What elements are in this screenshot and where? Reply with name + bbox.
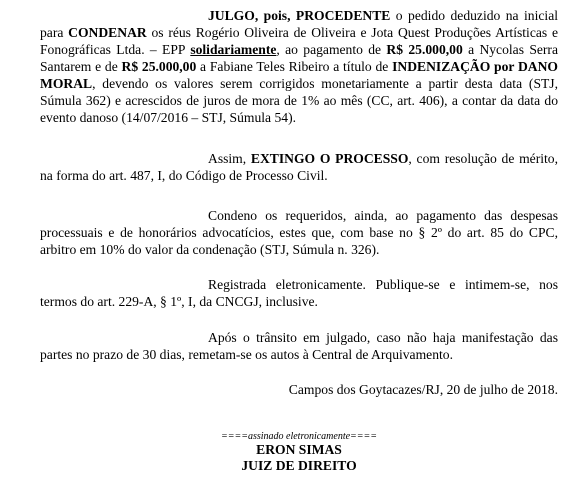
paragraph-costs: Condeno os requeridos, ainda, ao pagamento das despesas processuais e de honorários advocatícios, estes que, com base no § 2º do art. 85 do CPC, arbitro em 10% do valor da condenação (STJ, Súmula n. 326). [40,208,558,257]
paragraph-archiving: Após o trânsito em julgado, caso não haja manifestação das partes no prazo de 30 dias, remetam-se os autos à Central de Arquivamento. [40,330,558,362]
text-span: Assim, [208,151,251,166]
text-span: , devendo os valores serem corrigidos monetariamente a partir desta data (STJ, Súmula 362) e acrescidos de juros de mora de 1% ao mês (CC, art. 406), a contar da data do evento danoso (14/07/2016 – STJ, Súmula 54). [40,76,558,125]
text-span: , com resolução de mérito, na forma do art. 487, I, do Código de Processo Civil. [40,151,558,183]
judge-role: JUIZ DE DIREITO [241,458,357,473]
solidarily-word: solidariamente [190,42,277,57]
amount-2: R$ 25.000,00 [121,59,197,74]
text-span: os réus Rogério Oliveira de Oliveira e Jota Quest Produções Artísticas e Fonográficas Ltda. – EPP [40,25,558,57]
extinction-phrase: EXTINGO O PROCESSO [250,151,409,166]
place-date: Campos dos Goytacazes/RJ, 20 de julho de 2018. [288,382,558,397]
condemn-word: CONDENAR [68,25,147,40]
text-span: a Nycolas Serra Santarem e de [40,42,558,74]
judge-name: ERON SIMAS [256,442,342,457]
paragraph-registration: Registrada eletronicamente. Publique-se e intimem-se, nos termos do art. 229-A, § 1º, I, da CNCGJ, inclusive. [40,277,558,309]
amount-1: R$ 25.000,00 [386,42,463,57]
text-span: o pedido deduzido na inicial para [40,8,558,40]
judgment-phrase: JULGO, pois, PROCEDENTE [208,8,391,23]
paragraph-extinction [40,150,558,184]
text-span: a Fabiane Teles Ribeiro a título de [196,59,393,74]
moral-damage-phrase: INDENIZAÇÃO por DANO MORAL [40,59,558,91]
signature-marker: ====assinado eletronicamente==== [220,431,378,442]
paragraph-judgment [40,7,558,126]
signature-block [40,431,558,474]
text-span: , ao pagamento de [276,42,387,57]
